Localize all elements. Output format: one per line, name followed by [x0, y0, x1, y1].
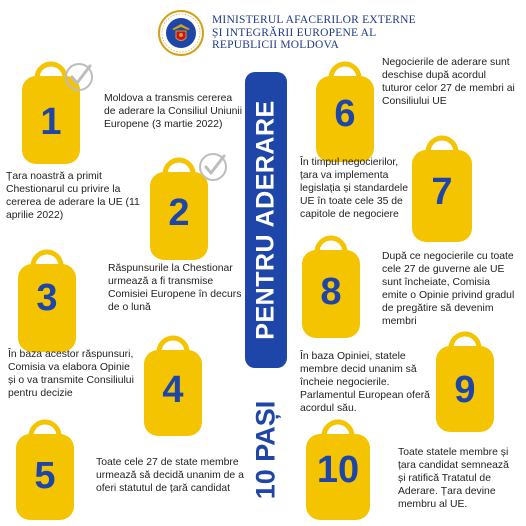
step-number: 5 — [34, 455, 56, 497]
step-3-tag — [18, 250, 76, 352]
ministry-line: REPUBLICII MOLDOVA — [212, 39, 340, 51]
step-number: 1 — [40, 101, 62, 143]
banner-title: PENTRU ADERARE — [251, 100, 280, 340]
step-4-tag — [144, 336, 202, 436]
step-2-text: Țara noastră a primit Chestionarul cu privire la cererea de aderare la UE (11 aprilie 2022) — [6, 171, 140, 221]
step-9-tag — [436, 332, 494, 432]
checkmark-icon — [196, 150, 230, 184]
step-8-text: După ce negocierile cu toate cele 27 de guverne ale UE sunt încheiate, Comisia emite o Opinie privind gradul de pregătire să devenim membri — [382, 251, 515, 327]
step-7-text: În timpul negocierilor, țara va implementa legislația și standardele UE în toate cele 35 de capitole de negociere — [300, 157, 409, 220]
step-1-text: Moldova a transmis cererea de aderare la Consiliul Uniunii Europene (3 martie 2022) — [104, 93, 243, 130]
step-number: 7 — [431, 171, 453, 213]
step-7-tag — [412, 136, 472, 242]
ministry-line: ȘI INTEGRĂRII EUROPENE AL — [212, 26, 377, 39]
title-banner — [245, 72, 287, 368]
step-6-tag — [316, 62, 374, 162]
step-10-text: Toate statele membre și țara candidat semnează și ratifică Tratatul de Aderare. Țara devine membru al UE. — [398, 447, 509, 510]
step-9-text: În baza Opiniei, statele membre decid unanim să încheie negocierile. Parlamentul European oferă acordul său. — [300, 351, 430, 414]
step-number: 3 — [36, 277, 58, 319]
step-number: 6 — [334, 93, 356, 135]
checkmark-icon — [62, 60, 96, 94]
step-4-text: În baza acestor răspunsuri, Comisia va elabora Opinie și o va transmite Consiliului pentru decizie — [8, 349, 134, 399]
steps-title-text: 10 PAȘI — [250, 400, 281, 500]
step-number: 2 — [168, 192, 190, 234]
step-number: 10 — [316, 449, 360, 491]
ministry-line: MINISTERUL AFACERILOR EXTERNE — [212, 14, 416, 26]
step-number: 9 — [454, 369, 476, 411]
steps-title — [245, 380, 287, 520]
step-8-tag — [302, 236, 360, 338]
step-6-text: Negocierile de aderare sunt deschise după acordul tuturor celor 27 de membri ai Consiliului UE — [382, 57, 515, 107]
step-3-text: Răspunsurile la Chestionar urmează a fi transmise Comisiei Europene în decurs de o lună — [108, 263, 242, 313]
header — [158, 10, 458, 60]
step-10-tag — [306, 420, 370, 520]
step-5-text: Toate cele 27 de state membre urmează să decidă unanim de a oferi statutul de țară candidat — [96, 457, 244, 494]
step-number: 8 — [320, 271, 342, 313]
step-number: 4 — [162, 369, 184, 411]
state-seal-icon — [158, 10, 204, 56]
step-5-tag — [16, 420, 74, 520]
ministry-name — [212, 14, 462, 52]
